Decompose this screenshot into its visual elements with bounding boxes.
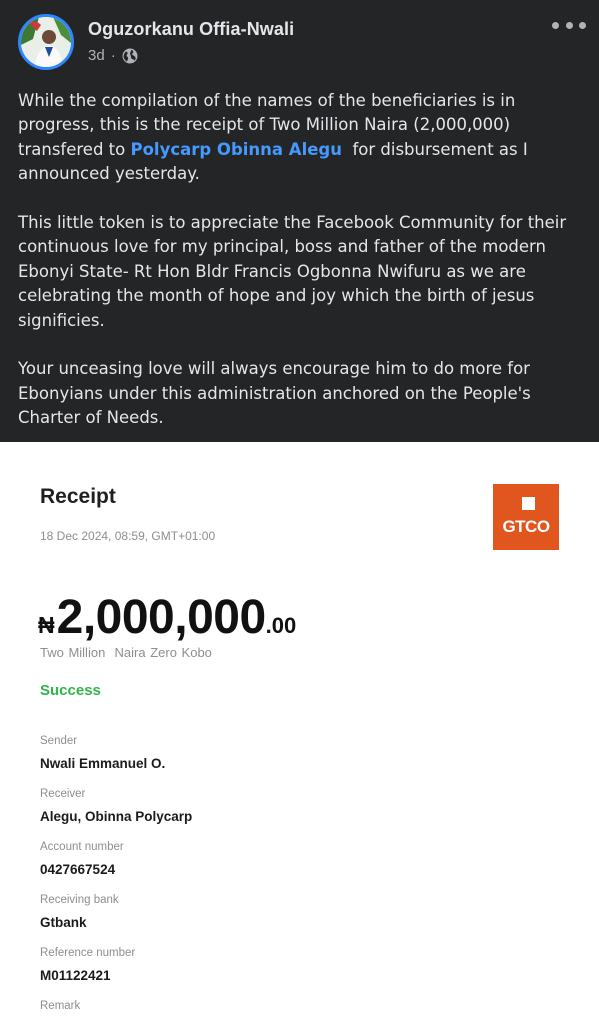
field-value: M01122421 <box>40 968 111 983</box>
more-dot <box>579 22 586 29</box>
post-paragraph: Your unceasing love will always encourage him to do more for Ebonyians under this administration anchored on the People's Charter of Needs. <box>18 359 531 428</box>
receipt-title: Receipt <box>40 485 116 508</box>
field-receiver <box>40 788 192 824</box>
field-label: Account number <box>40 841 124 853</box>
paragraph-text: for disbursement as I announced yesterday. <box>18 139 533 184</box>
amount-main: 2,000,000 <box>56 591 266 644</box>
amount-in-words: Two Million Naira Zero Kobo <box>40 645 212 660</box>
post-text <box>18 89 584 455</box>
field-receiving-bank <box>40 894 119 930</box>
amount <box>38 590 296 645</box>
author-name[interactable]: Oguzorkanu Offia-Nwali <box>88 19 295 39</box>
more-dot <box>566 22 573 29</box>
field-label: Sender <box>40 735 78 747</box>
meta-separator: · <box>110 47 116 64</box>
currency-symbol: ₦ <box>38 612 55 638</box>
field-label: Receiver <box>40 788 86 800</box>
field-value: Nwali Emmanuel O. <box>40 756 166 771</box>
field-value: 0427667524 <box>40 862 116 877</box>
more-dots-icon <box>552 22 559 29</box>
gtco-logo <box>493 484 559 550</box>
field-label: Reference number <box>40 947 136 959</box>
logo-square-icon <box>522 497 535 510</box>
post-time[interactable]: 3d <box>88 47 105 64</box>
post-paragraph: This little token is to appreciate the Facebook Community for their continuous love for my principal, boss and father of the modern Ebonyi State- Rt Hon Bldr Francis Ogbonna Nwifuru as we are celebrating the month of hope and joy which the birth of jesus significies. <box>18 213 567 330</box>
field-sender <box>40 735 165 771</box>
amount-decimal: .00 <box>265 613 297 638</box>
field-value: Gtbank <box>40 915 87 930</box>
facebook-post <box>0 0 599 442</box>
field-value: Alegu, Obinna Polycarp <box>40 809 193 824</box>
field-label: Receiving bank <box>40 894 119 906</box>
status-badge: Success <box>40 682 101 699</box>
receipt-datetime: 18 Dec 2024, 08:59, GMT+01:00 <box>40 529 216 543</box>
paragraph-text: While the compilation of the names of the beneficiaries is in progress, this is the receipt of Two Million Naira (2,000,000) transfered to <box>18 91 516 159</box>
avatar-photo-icon <box>21 17 71 67</box>
globe-icon[interactable] <box>122 48 138 64</box>
author-avatar[interactable] <box>18 14 74 70</box>
post-meta <box>88 47 138 64</box>
mention-link[interactable]: Polycarp Obinna Alegu <box>130 139 342 159</box>
post-paragraph <box>18 89 584 187</box>
field-label: Remark <box>40 1000 81 1012</box>
field-reference-number <box>40 947 135 983</box>
logo-text: GTCO <box>502 517 550 536</box>
receipt-image[interactable] <box>0 442 599 1024</box>
field-account-number <box>40 841 124 877</box>
more-options-button[interactable] <box>552 15 586 35</box>
field-remark <box>40 1000 80 1012</box>
